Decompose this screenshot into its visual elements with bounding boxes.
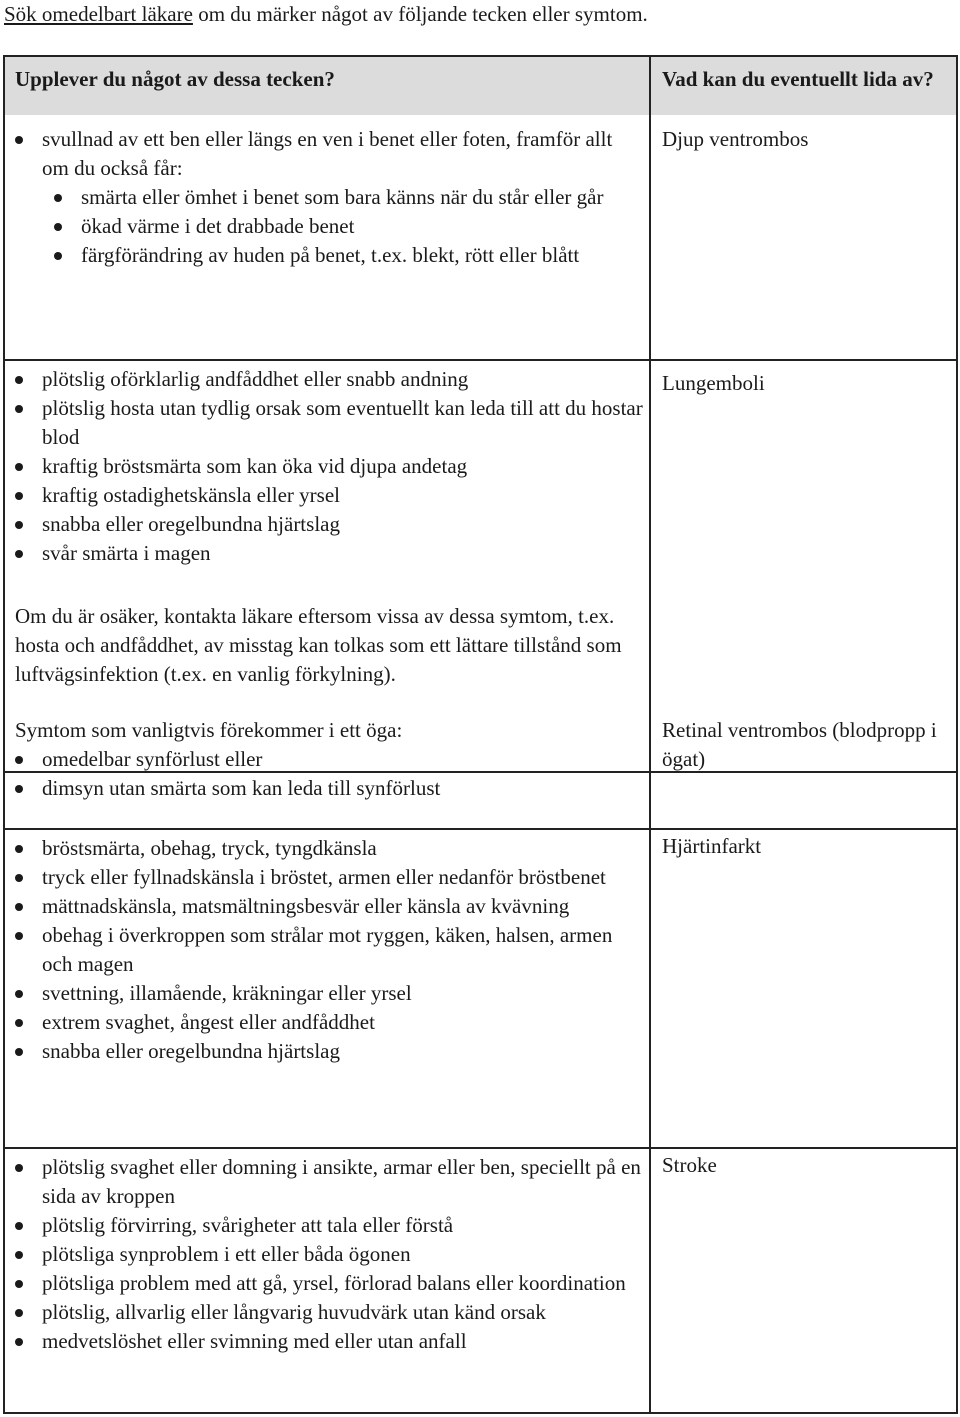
condition-stroke: Stroke [662, 1153, 717, 1177]
list-item: plötsliga synproblem i ett eller båda ögonen [3, 1240, 643, 1269]
list-item: plötslig hosta utan tydlig orsak som eventuellt kan leda till att du hostar blod [3, 394, 643, 452]
column-divider [649, 55, 651, 1414]
list-item: plötsliga problem med att gå, yrsel, förlorad balans eller koordination [3, 1269, 643, 1298]
list-item: medvetslöshet eller svimning med eller utan anfall [3, 1327, 643, 1356]
list-item: plötslig, allvarlig eller långvarig huvudvärk utan känd orsak [3, 1298, 643, 1327]
list-item: plötslig svaghet eller domning i ansikte, armar eller ben, speciellt på en sida av kroppen [3, 1153, 643, 1211]
symptom-list [3, 1153, 643, 1356]
list-item: svår smärta i magen [3, 539, 643, 568]
list-item: plötslig förvirring, svårigheter att tala eller förstå [3, 1211, 643, 1240]
list-item: ökad värme i det drabbade benet [42, 212, 643, 241]
condition-lungemboli: Lungemboli [662, 371, 765, 395]
condition-hjartinfarkt: Hjärtinfarkt [662, 834, 762, 858]
row-hjartinfarkt-signs [3, 834, 643, 1066]
row-divider [3, 828, 958, 830]
list-item: extrem svaghet, ångest eller andfåddhet [3, 1008, 643, 1037]
row-retinal-signs [3, 716, 643, 803]
row-divider [3, 1147, 958, 1149]
list-item: omedelbar synförlust eller [3, 745, 643, 774]
table-border-bottom [3, 1412, 958, 1414]
row-lungemboli-signs [3, 365, 643, 568]
symptom-table [3, 55, 958, 1414]
symptom-list [3, 365, 643, 568]
condition-dvt: Djup ventrombos [662, 127, 809, 151]
symptom-list [3, 834, 643, 1066]
condition-retinal: Retinal ventrombos (blodpropp i ögat) [662, 718, 937, 771]
list-item: plötslig oförklarlig andfåddhet eller snabb andning [3, 365, 643, 394]
list-item: bröstsmärta, obehag, tryck, tyngdkänsla [3, 834, 643, 863]
seek-doctor-link[interactable]: Sök omedelbart läkare [4, 2, 193, 26]
row-dvt-signs [3, 125, 643, 270]
list-item: tryck eller fyllnadskänsla i bröstet, armen eller nedanför bröstbenet [3, 863, 643, 892]
table-border-right [956, 55, 958, 1414]
list-item: färgförändring av huden på benet, t.ex. blekt, rött eller blått [42, 241, 643, 270]
list-item: snabba eller oregelbundna hjärtslag [3, 510, 643, 539]
table-border-top [3, 55, 958, 57]
list-item: obehag i överkroppen som strålar mot ryggen, käken, halsen, armen och magen [3, 921, 643, 979]
list-item: dimsyn utan smärta som kan leda till synförlust [3, 774, 643, 803]
header-condition: Vad kan du eventuellt lida av? [662, 67, 934, 91]
header-signs: Upplever du något av dessa tecken? [15, 67, 335, 91]
list-item: mättnadskänsla, matsmältningsbesvär eller känsla av kvävning [3, 892, 643, 921]
intro-text: om du märker något av följande tecken eller symtom. [192, 2, 648, 26]
eye-symptoms-intro: Symtom som vanligtvis förekommer i ett öga: [15, 718, 403, 742]
row-divider [3, 359, 958, 361]
list-item: snabba eller oregelbundna hjärtslag [3, 1037, 643, 1066]
list-item: svettning, illamående, kräkningar eller yrsel [3, 979, 643, 1008]
list-item: smärta eller ömhet i benet som bara känns när du står eller går [42, 183, 643, 212]
uncertainty-note: Om du är osäker, kontakta läkare eftersom vissa av dessa symtom, t.ex. hosta och andfåddhet, av misstag kan tolkas som ett lättare tillstånd som luftvägsinfektion (t.ex. en vanlig förkylning). [15, 604, 622, 686]
intro-line [4, 0, 954, 29]
list-item: svullnad av ett ben eller längs en ven i benet eller foten, framför allt om du också får: [3, 125, 643, 183]
symptom-list [3, 745, 643, 803]
symptom-list [3, 125, 643, 183]
symptom-sublist [42, 183, 643, 270]
list-item: kraftig ostadighetskänsla eller yrsel [3, 481, 643, 510]
list-item: kraftig bröstsmärta som kan öka vid djupa andetag [3, 452, 643, 481]
row-stroke-signs [3, 1153, 643, 1356]
